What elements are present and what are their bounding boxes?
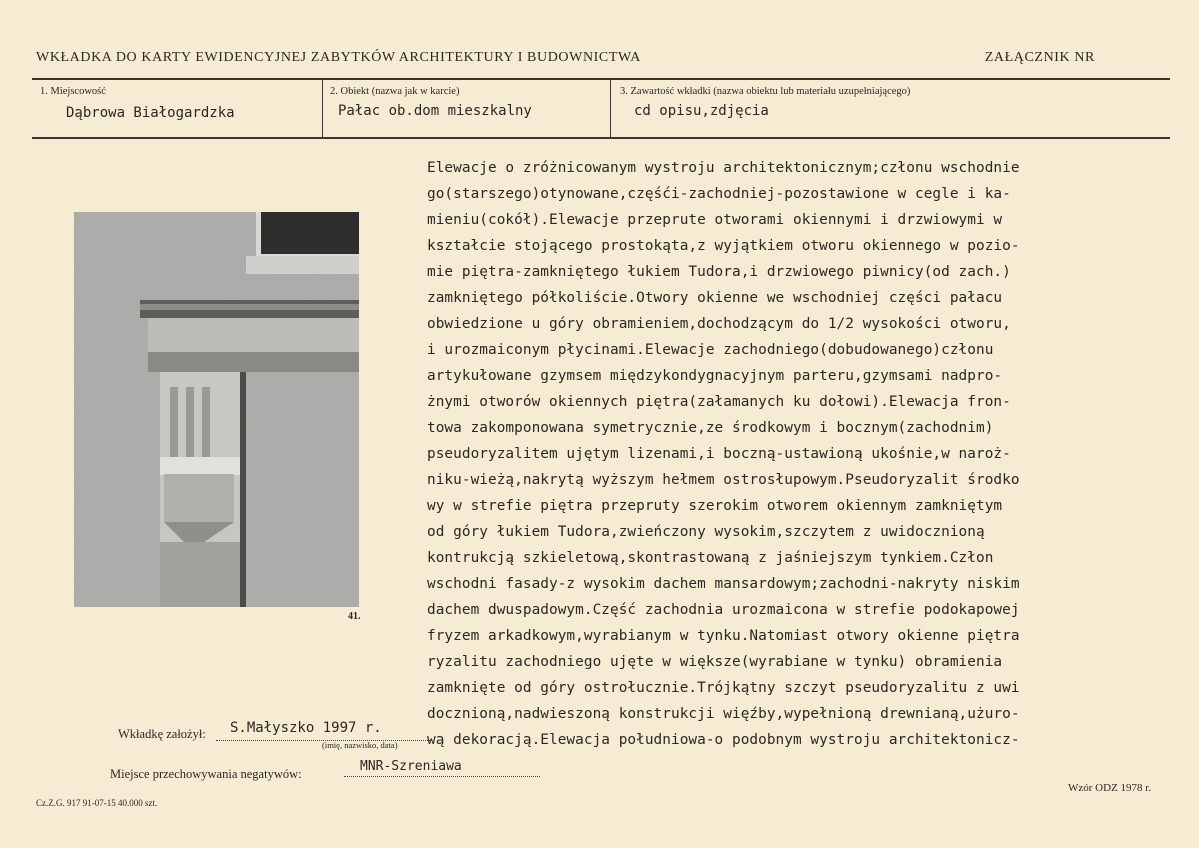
description-line: żnymi otworów okiennych piętra(załamanych ku dołowi).Elewacja fron-: [427, 394, 1011, 410]
field-value-location: Dąbrowa Białogardzka: [66, 105, 235, 121]
description-line: mieniu(cokół).Elewacje przeprute otworami okiennymi i drzwiowymi w: [427, 212, 1003, 228]
description-line: ryzalitu zachodniego ujęte w większe(wyrabiane w tynku) obramienia: [427, 654, 1003, 670]
building-detail-photo: [74, 212, 359, 607]
description-line: i urozmaiconym płycinami.Elewacje zachodniego(dobudowanego)członu: [427, 342, 994, 358]
author-value: S.Małyszko 1997 r.: [230, 720, 382, 736]
description-line: zamknięte od góry ostrołucznie.Trójkątny szczyt pseudoryzalitu z uwi: [427, 680, 1020, 696]
storage-dotted-line: [344, 776, 540, 777]
description-line: kontrukcją szkieletową,skontrastowaną z jaśniejszym tynkiem.Człon: [427, 550, 994, 566]
author-label: Wkładkę założył:: [118, 727, 206, 741]
form-reference: Wzór ODZ 1978 r.: [1068, 782, 1152, 794]
field-divider-2: [610, 80, 611, 137]
description-line: wy w strefie piętra przepruty szerokim otworem okiennym zamkniętym: [427, 498, 1003, 514]
description-line: niku-wieżą,nakrytą wyższym hełmem ostrosłupowym.Pseudoryzalit środko: [427, 472, 1020, 488]
description-line: wą dekoracją.Elewacja południowa-o podobnym wystroju architektonicz-: [427, 732, 1020, 748]
description-line: Elewacje o zróżnicowanym wystroju architektonicznym;członu wschodnie: [427, 160, 1020, 176]
description-line: fryzem arkadkowym,wyrabianym w tynku.Natomiast otwory okienne piętra: [427, 628, 1020, 644]
description-line: od góry łukiem Tudora,zwieńczony wysokim,szczytem z uwidocznioną: [427, 524, 985, 540]
field-value-contents: cd opisu,zdjęcia: [634, 103, 769, 119]
description-line: obwiedzione u góry obramieniem,dochodzącym do 1/2 wysokości otworu,: [427, 316, 1011, 332]
description-line: pseudoryzalitem ujętym lizenami,i boczną-ustawioną ukośnie,w naroż-: [427, 446, 1011, 462]
field-divider-1: [322, 80, 323, 137]
print-info: Cz.Z.G. 917 91-07-15 40.000 szt.: [36, 798, 158, 808]
storage-value: MNR-Szreniawa: [360, 759, 462, 774]
description-line: mie piętra-zamkniętego łukiem Tudora,i drzwiowego piwnicy(od zach.): [427, 264, 1011, 280]
description-line: zamkniętego półkoliście.Otwory okienne we wschodniej części pałacu: [427, 290, 1003, 306]
annex-label: ZAŁĄCZNIK NR: [984, 50, 1095, 65]
photo-image: [74, 212, 359, 607]
field-label-object: 2. Obiekt (nazwa jak w karcie): [330, 86, 460, 97]
description-line: go(starszego)otynowane,częśći-zachodniej-pozostawione w cegle i ka-: [427, 186, 1011, 202]
author-hint: (imię, nazwisko, data): [322, 740, 398, 750]
field-label-contents: 3. Zawartość wkładki (nazwa obiektu lub materiału uzupełniającego): [620, 86, 911, 97]
field-value-object: Pałac ob.dom mieszkalny: [338, 103, 532, 119]
form-title: WKŁADKA DO KARTY EWIDENCYJNEJ ZABYTKÓW ARCHITEKTURY I BUDOWNICTWA: [36, 50, 641, 65]
storage-label: Miejsce przechowywania negatywów:: [110, 767, 302, 781]
header-top-rule: [32, 78, 1170, 80]
field-label-location: 1. Miejscowość: [40, 86, 106, 97]
description-line: towa zakomponowana symetrycznie,ze środkowym i bocznym(zachodnim): [427, 420, 994, 436]
description-line: wschodni fasady-z wysokim dachem mansardowym;zachodni-nakryty niskim: [427, 576, 1020, 592]
photo-number: 41.: [348, 611, 361, 622]
description-line: kształcie stojącego prostokąta,z wyjątkiem otworu okiennego w pozio-: [427, 238, 1020, 254]
header-bottom-rule: [32, 137, 1170, 139]
description-line: docznioną,nadwieszoną konstrukcji więźby,wypełnioną drewnianą,użuro-: [427, 706, 1020, 722]
description-line: artykułowane gzymsem międzykondygnacyjnym parteru,gzymsami nadpro-: [427, 368, 1003, 384]
description-line: dachem dwuspadowym.Część zachodnia urozmaicona w strefie podokapowej: [427, 602, 1020, 618]
